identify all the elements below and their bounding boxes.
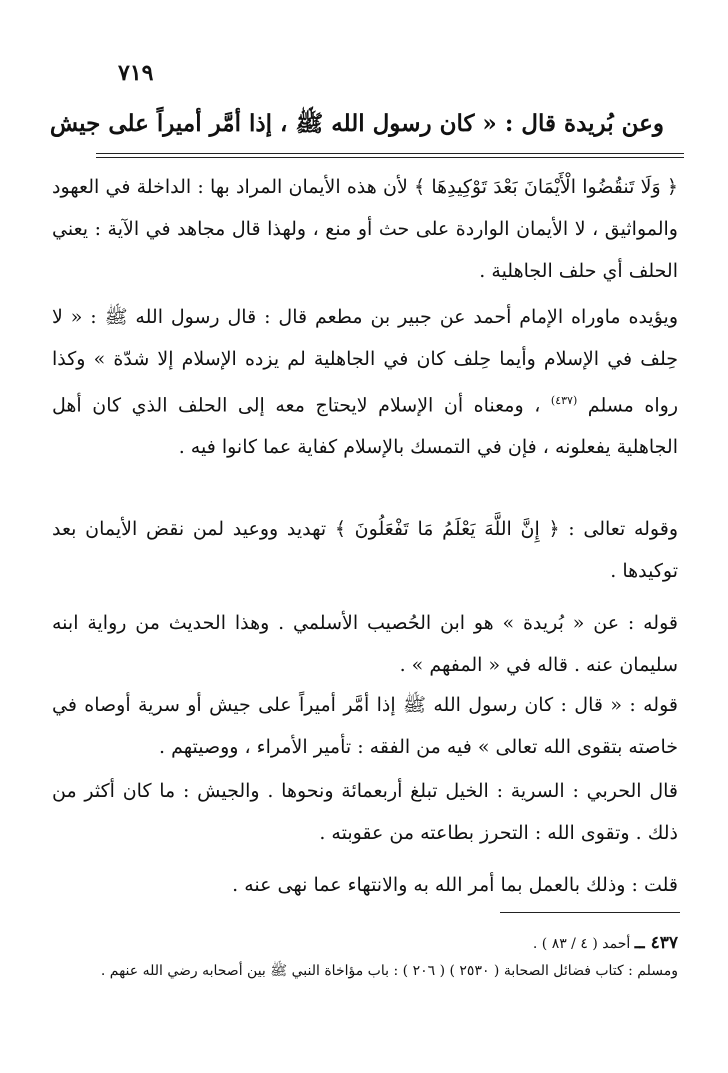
footnote-1-text: أحمد ( ٤ / ٨٣ ) . (532, 936, 631, 952)
paragraph-threat: وقوله تعالى : ﴿ إِنَّ اللَّهَ يَعْلَمُ مَا تَفْعَلُونَ ﴾ تهديد ووعيد لمن نقض الأيمان بعد توكيدها . (52, 518, 678, 582)
heading-rule-top (96, 153, 684, 154)
heading-rule-bottom (96, 157, 684, 158)
paragraph-commanders: قوله : « قال : كان رسول الله ﷺ إذا أمَّر أميراً على جيش أو سرية أوصاه في خاصته بتقوى الله تعالى » فيه من الفقه : تأمير الأمراء ، ووصيتهم . (52, 694, 678, 758)
footnote-2: ومسلم : كتاب فضائل الصحابة ( ٢٥٣٠ ) ( ٢٠٦ ) : باب مؤاخاة النبي ﷺ بين أصحابه رضي الله عنهم . (100, 963, 678, 979)
footnote-number: ٤٣٧ ــ (634, 933, 678, 953)
footnote-1 (50, 930, 678, 957)
footnote-separator (500, 912, 680, 913)
paragraph-buraydah: قوله : عن « بُريدة » هو ابن الحُصيب الأسلمي . وهذا الحديث من رواية ابنه سليمان عنه . قاله في « المفهم » . (52, 612, 678, 676)
paragraph-harbi: قال الحربي : السرية : الخيل تبلغ أربعمائة ونحوها . والجيش : ما كان أكثر من ذلك . وتقوى الله : التحرز بطاعته من عقوبته . (52, 780, 678, 844)
page-number: ٧١٩ (118, 60, 154, 86)
paragraph-hilf-part-1: ويؤيده ماوراه الإمام أحمد عن جبير بن مطعم قال : قال رسول الله ﷺ : « لا حِلف في الإسلام وأيما حِلف كان في الجاهلية لم يزده الإسلام إلا شدّة » وكذا رواه مسلم (52, 306, 678, 417)
footnote-reference: (٤٣٧) (550, 394, 578, 407)
paragraph-qultu: قلت : وذلك بالعمل بما أمر الله به والانتهاء عما نهى عنه . (232, 874, 678, 896)
paragraph-hilf-hadith (52, 296, 678, 468)
hadith-heading: وعن بُريدة قال : « كان رسول الله ﷺ ، إذا أمَّر أميراً على جيش (49, 110, 664, 137)
paragraph-oaths: ﴿ وَلَا تَنقُضُوا الْأَيْمَانَ بَعْدَ تَوْكِيدِهَا ﴾ لأن هذه الأيمان المراد بها : الداخلة في العهود والمواثيق ، لا الأيمان الواردة على حث أو منع ، ولهذا قال مجاهد في الآية : يعني الحلف أي حلف الجاهلية . (52, 176, 678, 282)
paragraph-hilf-part-2: ، ومعناه أن الإسلام لايحتاج معه إلى الحلف الذي كان أهل الجاهلية يفعلونه ، فإن في التمسك بالإسلام كفاية عما كانوا فيه . (52, 394, 678, 459)
